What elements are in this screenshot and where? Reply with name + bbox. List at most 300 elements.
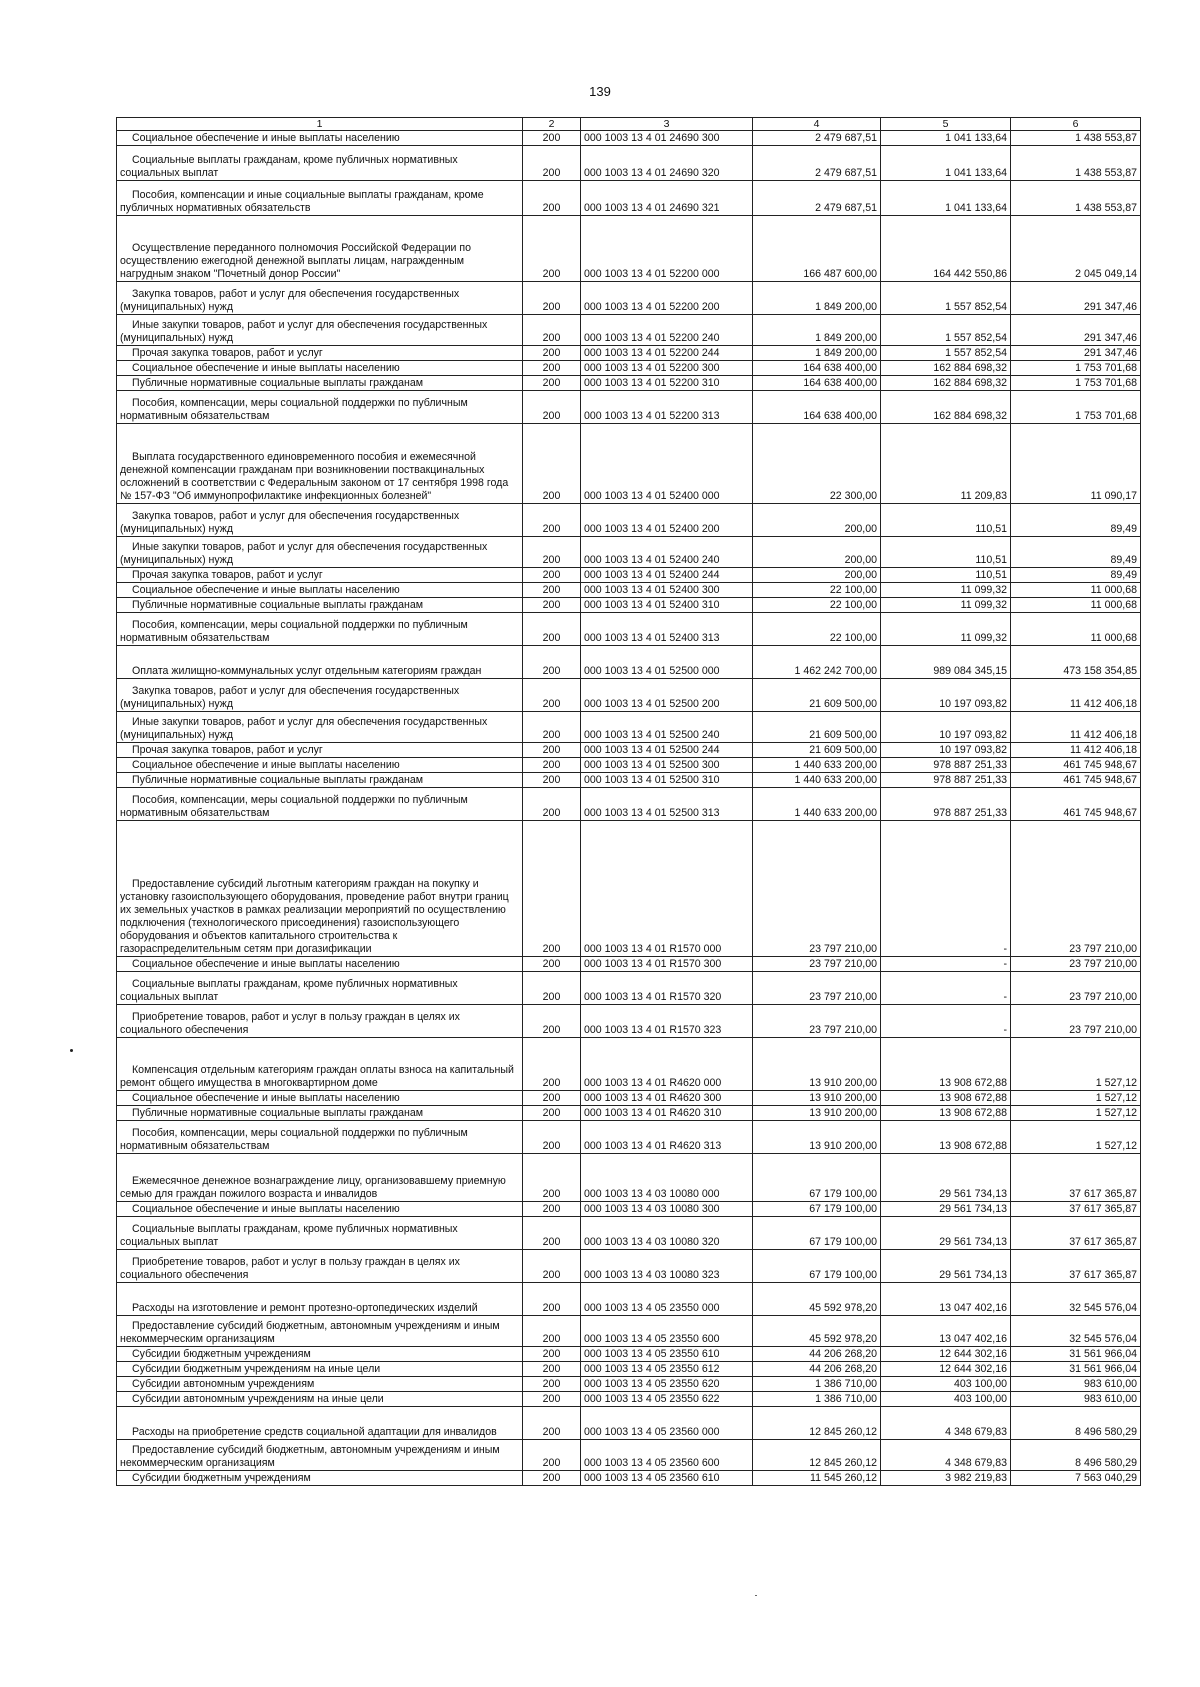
table-row [117, 131, 1141, 146]
scan-tick-mark [755, 1595, 757, 1596]
row-remaining-amount-cell: 1 527,12 [1011, 1106, 1141, 1121]
row-name-cell [117, 376, 523, 391]
row-approved-amount-cell: 13 910 200,00 [753, 1091, 881, 1106]
row-executed-amount-cell: - [881, 972, 1011, 1005]
row-budget-code-cell: 000 1003 13 4 05 23560 000 [581, 1407, 753, 1440]
row-approved-amount-cell: 45 592 978,20 [753, 1316, 881, 1347]
row-executed-amount-cell: 10 197 093,82 [881, 743, 1011, 758]
row-name-text: Приобретение товаров, работ и услуг в пользу граждан в целях их социального обеспечения [120, 1256, 460, 1281]
row-approved-amount-cell: 22 100,00 [753, 598, 881, 613]
row-name-text: Субсидии бюджетным учреждениям [132, 1472, 311, 1484]
row-admin-code-cell: 200 [523, 424, 581, 504]
row-executed-amount-cell: 13 908 672,88 [881, 1121, 1011, 1154]
row-approved-amount-cell: 200,00 [753, 504, 881, 537]
row-executed-amount-cell: 1 557 852,54 [881, 315, 1011, 346]
row-approved-amount-cell: 11 545 260,12 [753, 1471, 881, 1486]
row-name-text: Предоставление субсидий бюджетным, автономным учреждениям и иным некоммерческим организациям [120, 1320, 500, 1345]
row-name-cell [117, 346, 523, 361]
row-executed-amount-cell: 978 887 251,33 [881, 773, 1011, 788]
row-name-cell [117, 743, 523, 758]
row-budget-code-cell: 000 1003 13 4 01 52500 000 [581, 646, 753, 679]
row-executed-amount-cell: 11 099,32 [881, 598, 1011, 613]
row-name-text: Социальные выплаты гражданам, кроме публичных нормативных социальных выплат [120, 978, 458, 1003]
row-executed-amount-cell: 1 557 852,54 [881, 346, 1011, 361]
row-name-cell [117, 424, 523, 504]
row-remaining-amount-cell: 11 090,17 [1011, 424, 1141, 504]
row-name-cell [117, 1377, 523, 1392]
row-admin-code-cell: 200 [523, 743, 581, 758]
table-row [117, 1091, 1141, 1106]
row-approved-amount-cell: 1 440 633 200,00 [753, 788, 881, 821]
row-remaining-amount-cell: 37 617 365,87 [1011, 1217, 1141, 1250]
table-row [117, 361, 1141, 376]
table-row [117, 1217, 1141, 1250]
row-approved-amount-cell: 22 300,00 [753, 424, 881, 504]
table-row [117, 216, 1141, 282]
row-admin-code-cell: 200 [523, 957, 581, 972]
row-remaining-amount-cell: 37 617 365,87 [1011, 1154, 1141, 1202]
row-admin-code-cell: 200 [523, 216, 581, 282]
row-approved-amount-cell: 22 100,00 [753, 583, 881, 598]
table-row [117, 568, 1141, 583]
row-executed-amount-cell: 13 047 402,16 [881, 1283, 1011, 1316]
row-approved-amount-cell: 23 797 210,00 [753, 957, 881, 972]
row-name-cell [117, 758, 523, 773]
row-budget-code-cell: 000 1003 13 4 01 52500 240 [581, 712, 753, 743]
row-budget-code-cell: 000 1003 13 4 05 23550 610 [581, 1347, 753, 1362]
row-name-text: Иные закупки товаров, работ и услуг для обеспечения государственных (муниципальных) нужд [120, 319, 488, 344]
row-name-cell [117, 1106, 523, 1121]
row-admin-code-cell: 200 [523, 376, 581, 391]
row-budget-code-cell: 000 1003 13 4 01 52200 313 [581, 391, 753, 424]
table-row [117, 1038, 1141, 1091]
scan-dot-mark [70, 1049, 73, 1052]
row-admin-code-cell: 200 [523, 773, 581, 788]
row-name-cell [117, 1392, 523, 1407]
row-budget-code-cell: 000 1003 13 4 01 R1570 323 [581, 1005, 753, 1038]
table-row [117, 181, 1141, 216]
row-budget-code-cell: 000 1003 13 4 03 10080 000 [581, 1154, 753, 1202]
row-budget-code-cell: 000 1003 13 4 01 R4620 300 [581, 1091, 753, 1106]
row-budget-code-cell: 000 1003 13 4 01 52500 244 [581, 743, 753, 758]
row-approved-amount-cell: 1 386 710,00 [753, 1392, 881, 1407]
row-name-cell [117, 972, 523, 1005]
row-executed-amount-cell: - [881, 957, 1011, 972]
table-row [117, 583, 1141, 598]
row-executed-amount-cell: 1 041 133,64 [881, 146, 1011, 181]
row-budget-code-cell: 000 1003 13 4 01 52400 200 [581, 504, 753, 537]
row-approved-amount-cell: 1 462 242 700,00 [753, 646, 881, 679]
row-executed-amount-cell: 978 887 251,33 [881, 788, 1011, 821]
row-remaining-amount-cell: 32 545 576,04 [1011, 1283, 1141, 1316]
row-admin-code-cell: 200 [523, 1440, 581, 1471]
row-approved-amount-cell: 1 440 633 200,00 [753, 773, 881, 788]
table-row [117, 1154, 1141, 1202]
row-remaining-amount-cell: 461 745 948,67 [1011, 773, 1141, 788]
row-approved-amount-cell: 164 638 400,00 [753, 391, 881, 424]
row-name-text: Прочая закупка товаров, работ и услуг [132, 569, 323, 581]
row-approved-amount-cell: 1 849 200,00 [753, 346, 881, 361]
row-remaining-amount-cell: 291 347,46 [1011, 282, 1141, 315]
table-row [117, 1362, 1141, 1377]
row-name-cell [117, 679, 523, 712]
row-admin-code-cell: 200 [523, 1154, 581, 1202]
row-name-text: Пособия, компенсации, меры социальной поддержки по публичным нормативным обязательствам [120, 794, 468, 819]
row-remaining-amount-cell: 11 412 406,18 [1011, 712, 1141, 743]
row-name-cell [117, 1202, 523, 1217]
row-name-cell [117, 1250, 523, 1283]
row-admin-code-cell: 200 [523, 972, 581, 1005]
table-row [117, 957, 1141, 972]
row-executed-amount-cell: 29 561 734,13 [881, 1154, 1011, 1202]
row-name-text: Прочая закупка товаров, работ и услуг [132, 347, 323, 359]
row-executed-amount-cell: 110,51 [881, 537, 1011, 568]
row-approved-amount-cell: 13 910 200,00 [753, 1038, 881, 1091]
row-executed-amount-cell: 11 099,32 [881, 613, 1011, 646]
row-name-text: Пособия, компенсации, меры социальной поддержки по публичным нормативным обязательствам [120, 397, 468, 422]
row-approved-amount-cell: 1 386 710,00 [753, 1377, 881, 1392]
row-budget-code-cell: 000 1003 13 4 01 R4620 313 [581, 1121, 753, 1154]
row-remaining-amount-cell: 11 412 406,18 [1011, 743, 1141, 758]
row-admin-code-cell: 200 [523, 1005, 581, 1038]
row-executed-amount-cell: 162 884 698,32 [881, 361, 1011, 376]
row-approved-amount-cell: 67 179 100,00 [753, 1202, 881, 1217]
table-row [117, 146, 1141, 181]
table-row [117, 1202, 1141, 1217]
row-name-text: Субсидии автономным учреждениям на иные цели [132, 1393, 384, 1405]
row-admin-code-cell: 200 [523, 1316, 581, 1347]
row-remaining-amount-cell: 1 527,12 [1011, 1121, 1141, 1154]
row-executed-amount-cell: 13 908 672,88 [881, 1106, 1011, 1121]
row-remaining-amount-cell: 23 797 210,00 [1011, 972, 1141, 1005]
row-name-text: Публичные нормативные социальные выплаты гражданам [132, 377, 424, 389]
row-name-text: Социальные выплаты гражданам, кроме публичных нормативных социальных выплат [120, 154, 458, 179]
row-budget-code-cell: 000 1003 13 4 01 52200 240 [581, 315, 753, 346]
row-admin-code-cell: 200 [523, 346, 581, 361]
row-approved-amount-cell: 67 179 100,00 [753, 1250, 881, 1283]
row-budget-code-cell: 000 1003 13 4 05 23550 000 [581, 1283, 753, 1316]
row-name-text: Выплата государственного единовременного пособия и ежемесячной денежной компенсации гражданам при возникновении поствакцинальных осложнений в соответствии с Федеральным законом от 17 сентября 1998 года № 157-ФЗ "Об иммунопрофилактике инфекционных болезней" [120, 451, 509, 502]
row-admin-code-cell: 200 [523, 1347, 581, 1362]
row-admin-code-cell: 200 [523, 679, 581, 712]
row-executed-amount-cell: 989 084 345,15 [881, 646, 1011, 679]
row-name-text: Расходы на изготовление и ремонт протезно-ортопедических изделий [132, 1302, 478, 1314]
row-name-text: Социальное обеспечение и иные выплаты населению [132, 1092, 400, 1104]
row-executed-amount-cell: 978 887 251,33 [881, 758, 1011, 773]
row-name-text: Социальное обеспечение и иные выплаты населению [132, 759, 400, 771]
row-executed-amount-cell: 1 557 852,54 [881, 282, 1011, 315]
row-remaining-amount-cell: 23 797 210,00 [1011, 957, 1141, 972]
row-budget-code-cell: 000 1003 13 4 05 23550 600 [581, 1316, 753, 1347]
row-admin-code-cell: 200 [523, 1202, 581, 1217]
table-body [117, 131, 1141, 1486]
table-row [117, 504, 1141, 537]
row-remaining-amount-cell: 461 745 948,67 [1011, 758, 1141, 773]
row-remaining-amount-cell: 983 610,00 [1011, 1392, 1141, 1407]
row-budget-code-cell: 000 1003 13 4 03 10080 300 [581, 1202, 753, 1217]
row-name-text: Оплата жилищно-коммунальных услуг отдельным категориям граждан [132, 665, 482, 677]
row-remaining-amount-cell: 461 745 948,67 [1011, 788, 1141, 821]
table-row [117, 1392, 1141, 1407]
row-executed-amount-cell: - [881, 821, 1011, 957]
row-budget-code-cell: 000 1003 13 4 01 R1570 000 [581, 821, 753, 957]
row-approved-amount-cell: 12 845 260,12 [753, 1407, 881, 1440]
row-executed-amount-cell: 13 908 672,88 [881, 1038, 1011, 1091]
row-admin-code-cell: 200 [523, 282, 581, 315]
row-budget-code-cell: 000 1003 13 4 01 52200 310 [581, 376, 753, 391]
row-admin-code-cell: 200 [523, 1362, 581, 1377]
table-row [117, 1377, 1141, 1392]
row-executed-amount-cell: 110,51 [881, 568, 1011, 583]
row-remaining-amount-cell: 473 158 354,85 [1011, 646, 1141, 679]
table-row [117, 788, 1141, 821]
table-row [117, 1347, 1141, 1362]
row-name-text: Ежемесячное денежное вознаграждение лицу, организовавшему приемную семью для граждан пожилого возраста и инвалидов [120, 1175, 506, 1200]
row-name-text: Пособия, компенсации, меры социальной поддержки по публичным нормативным обязательствам [120, 619, 468, 644]
row-budget-code-cell: 000 1003 13 4 01 52200 000 [581, 216, 753, 282]
table-row [117, 598, 1141, 613]
table-row [117, 1440, 1141, 1471]
row-name-cell [117, 391, 523, 424]
row-executed-amount-cell: 13 047 402,16 [881, 1316, 1011, 1347]
row-budget-code-cell: 000 1003 13 4 01 52500 313 [581, 788, 753, 821]
row-name-text: Закупка товаров, работ и услуг для обеспечения государственных (муниципальных) нужд [120, 288, 460, 313]
table-row [117, 315, 1141, 346]
row-executed-amount-cell: 403 100,00 [881, 1377, 1011, 1392]
row-approved-amount-cell: 2 479 687,51 [753, 181, 881, 216]
row-budget-code-cell: 000 1003 13 4 05 23560 600 [581, 1440, 753, 1471]
table-header [117, 118, 1141, 131]
table-row [117, 346, 1141, 361]
table-row [117, 679, 1141, 712]
row-name-text: Пособия, компенсации, меры социальной поддержки по публичным нормативным обязательствам [120, 1127, 468, 1152]
row-executed-amount-cell: 12 644 302,16 [881, 1347, 1011, 1362]
row-name-text: Предоставление субсидий бюджетным, автономным учреждениям и иным некоммерческим организациям [120, 1444, 500, 1469]
row-budget-code-cell: 000 1003 13 4 01 52400 300 [581, 583, 753, 598]
row-remaining-amount-cell: 37 617 365,87 [1011, 1250, 1141, 1283]
row-remaining-amount-cell: 11 412 406,18 [1011, 679, 1141, 712]
table-row [117, 1316, 1141, 1347]
header-col-1: 1 [117, 118, 523, 131]
row-budget-code-cell: 000 1003 13 4 01 52200 300 [581, 361, 753, 376]
row-budget-code-cell: 000 1003 13 4 01 24690 320 [581, 146, 753, 181]
table-row [117, 1106, 1141, 1121]
row-admin-code-cell: 200 [523, 504, 581, 537]
table-header-row [117, 118, 1141, 131]
row-executed-amount-cell: 29 561 734,13 [881, 1217, 1011, 1250]
row-approved-amount-cell: 44 206 268,20 [753, 1362, 881, 1377]
row-budget-code-cell: 000 1003 13 4 01 24690 300 [581, 131, 753, 146]
table-row [117, 613, 1141, 646]
row-name-cell [117, 583, 523, 598]
row-executed-amount-cell: 162 884 698,32 [881, 391, 1011, 424]
row-executed-amount-cell: 10 197 093,82 [881, 712, 1011, 743]
row-approved-amount-cell: 13 910 200,00 [753, 1106, 881, 1121]
row-name-cell [117, 1091, 523, 1106]
row-budget-code-cell: 000 1003 13 4 05 23550 612 [581, 1362, 753, 1377]
row-executed-amount-cell: - [881, 1005, 1011, 1038]
row-approved-amount-cell: 67 179 100,00 [753, 1217, 881, 1250]
table-row [117, 1250, 1141, 1283]
row-executed-amount-cell: 1 041 133,64 [881, 131, 1011, 146]
row-approved-amount-cell: 21 609 500,00 [753, 712, 881, 743]
row-budget-code-cell: 000 1003 13 4 01 R1570 320 [581, 972, 753, 1005]
header-col-6: 6 [1011, 118, 1141, 131]
row-remaining-amount-cell: 31 561 966,04 [1011, 1362, 1141, 1377]
row-name-cell [117, 1283, 523, 1316]
row-name-text: Социальное обеспечение и иные выплаты населению [132, 362, 400, 374]
row-admin-code-cell: 200 [523, 146, 581, 181]
row-budget-code-cell: 000 1003 13 4 01 R4620 000 [581, 1038, 753, 1091]
table-row [117, 1283, 1141, 1316]
row-remaining-amount-cell: 1 527,12 [1011, 1038, 1141, 1091]
row-budget-code-cell: 000 1003 13 4 03 10080 320 [581, 1217, 753, 1250]
row-remaining-amount-cell: 11 000,68 [1011, 583, 1141, 598]
row-name-text: Социальное обеспечение и иные выплаты населению [132, 1203, 400, 1215]
row-remaining-amount-cell: 8 496 580,29 [1011, 1407, 1141, 1440]
row-name-cell [117, 646, 523, 679]
row-executed-amount-cell: 1 041 133,64 [881, 181, 1011, 216]
row-admin-code-cell: 200 [523, 537, 581, 568]
row-name-cell [117, 504, 523, 537]
row-admin-code-cell: 200 [523, 1038, 581, 1091]
row-admin-code-cell: 200 [523, 788, 581, 821]
row-name-text: Социальные выплаты гражданам, кроме публичных нормативных социальных выплат [120, 1223, 458, 1248]
row-budget-code-cell: 000 1003 13 4 01 52400 240 [581, 537, 753, 568]
row-approved-amount-cell: 2 479 687,51 [753, 146, 881, 181]
row-name-cell [117, 361, 523, 376]
row-name-text: Закупка товаров, работ и услуг для обеспечения государственных (муниципальных) нужд [120, 685, 460, 710]
row-name-text: Субсидии бюджетным учреждениям [132, 1348, 311, 1360]
row-name-cell [117, 1217, 523, 1250]
row-admin-code-cell: 200 [523, 1121, 581, 1154]
row-budget-code-cell: 000 1003 13 4 03 10080 323 [581, 1250, 753, 1283]
row-name-cell [117, 1347, 523, 1362]
row-name-text: Расходы на приобретение средств социальной адаптации для инвалидов [132, 1426, 497, 1438]
row-budget-code-cell: 000 1003 13 4 01 52400 000 [581, 424, 753, 504]
page-number: 139 [589, 84, 611, 99]
row-admin-code-cell: 200 [523, 568, 581, 583]
table-row [117, 391, 1141, 424]
row-executed-amount-cell: 164 442 550,86 [881, 216, 1011, 282]
row-remaining-amount-cell: 32 545 576,04 [1011, 1316, 1141, 1347]
row-remaining-amount-cell: 23 797 210,00 [1011, 1005, 1141, 1038]
row-admin-code-cell: 200 [523, 1283, 581, 1316]
row-remaining-amount-cell: 89,49 [1011, 537, 1141, 568]
row-admin-code-cell: 200 [523, 821, 581, 957]
row-name-text: Пособия, компенсации и иные социальные выплаты гражданам, кроме публичных нормативных обязательств [120, 189, 484, 214]
table-row [117, 1471, 1141, 1486]
header-col-3: 3 [581, 118, 753, 131]
row-name-text: Публичные нормативные социальные выплаты гражданам [132, 599, 424, 611]
row-executed-amount-cell: 29 561 734,13 [881, 1250, 1011, 1283]
row-name-cell [117, 282, 523, 315]
table-row [117, 537, 1141, 568]
row-admin-code-cell: 200 [523, 1392, 581, 1407]
row-executed-amount-cell: 4 348 679,83 [881, 1440, 1011, 1471]
table-row [117, 646, 1141, 679]
row-admin-code-cell: 200 [523, 131, 581, 146]
row-budget-code-cell: 000 1003 13 4 01 52400 310 [581, 598, 753, 613]
row-budget-code-cell: 000 1003 13 4 01 R4620 310 [581, 1106, 753, 1121]
row-name-text: Публичные нормативные социальные выплаты гражданам [132, 774, 424, 786]
row-name-cell [117, 613, 523, 646]
row-approved-amount-cell: 13 910 200,00 [753, 1121, 881, 1154]
row-approved-amount-cell: 12 845 260,12 [753, 1440, 881, 1471]
row-admin-code-cell: 200 [523, 391, 581, 424]
row-budget-code-cell: 000 1003 13 4 01 52400 244 [581, 568, 753, 583]
row-executed-amount-cell: 110,51 [881, 504, 1011, 537]
row-name-text: Предоставление субсидий льготным категориям граждан на покупку и установку газоиспользующего оборудования, проведение работ внутри границ их земельных участков в рамках реализации мероприятий по осуществлению подключения (технологического присоединения) газоиспользующего оборудования и объектов капитального строительства к газораспределительным сетям при догазификации [120, 878, 509, 955]
table-row [117, 424, 1141, 504]
row-budget-code-cell: 000 1003 13 4 01 52500 200 [581, 679, 753, 712]
row-name-cell [117, 1471, 523, 1486]
row-admin-code-cell: 200 [523, 1250, 581, 1283]
row-admin-code-cell: 200 [523, 1377, 581, 1392]
row-admin-code-cell: 200 [523, 181, 581, 216]
row-remaining-amount-cell: 11 000,68 [1011, 598, 1141, 613]
row-approved-amount-cell: 23 797 210,00 [753, 821, 881, 957]
row-name-text: Социальное обеспечение и иные выплаты населению [132, 584, 400, 596]
row-name-cell [117, 146, 523, 181]
row-approved-amount-cell: 200,00 [753, 537, 881, 568]
row-admin-code-cell: 200 [523, 361, 581, 376]
row-remaining-amount-cell: 7 563 040,29 [1011, 1471, 1141, 1486]
table-row [117, 282, 1141, 315]
row-name-cell [117, 568, 523, 583]
row-approved-amount-cell: 1 849 200,00 [753, 282, 881, 315]
row-remaining-amount-cell: 89,49 [1011, 568, 1141, 583]
row-budget-code-cell: 000 1003 13 4 05 23550 622 [581, 1392, 753, 1407]
row-remaining-amount-cell: 11 000,68 [1011, 613, 1141, 646]
row-approved-amount-cell: 164 638 400,00 [753, 376, 881, 391]
row-executed-amount-cell: 403 100,00 [881, 1392, 1011, 1407]
table-row [117, 743, 1141, 758]
row-name-cell [117, 315, 523, 346]
row-remaining-amount-cell: 31 561 966,04 [1011, 1347, 1141, 1362]
row-remaining-amount-cell: 1 753 701,68 [1011, 391, 1141, 424]
row-name-cell [117, 1362, 523, 1377]
table-row [117, 712, 1141, 743]
row-name-cell [117, 181, 523, 216]
row-remaining-amount-cell: 1 527,12 [1011, 1091, 1141, 1106]
row-budget-code-cell: 000 1003 13 4 05 23550 620 [581, 1377, 753, 1392]
row-executed-amount-cell: 13 908 672,88 [881, 1091, 1011, 1106]
row-executed-amount-cell: 11 209,83 [881, 424, 1011, 504]
row-remaining-amount-cell: 37 617 365,87 [1011, 1202, 1141, 1217]
row-executed-amount-cell: 162 884 698,32 [881, 376, 1011, 391]
row-approved-amount-cell: 45 592 978,20 [753, 1283, 881, 1316]
row-name-cell [117, 1316, 523, 1347]
row-approved-amount-cell: 2 479 687,51 [753, 131, 881, 146]
row-approved-amount-cell: 164 638 400,00 [753, 361, 881, 376]
row-executed-amount-cell: 29 561 734,13 [881, 1202, 1011, 1217]
row-name-text: Компенсация отдельным категориям граждан оплаты взноса на капитальный ремонт общего имущества в многоквартирном доме [120, 1064, 514, 1089]
table-row [117, 1407, 1141, 1440]
row-name-cell [117, 788, 523, 821]
row-name-cell [117, 1005, 523, 1038]
row-approved-amount-cell: 21 609 500,00 [753, 743, 881, 758]
row-remaining-amount-cell: 8 496 580,29 [1011, 1440, 1141, 1471]
row-executed-amount-cell: 12 644 302,16 [881, 1362, 1011, 1377]
row-approved-amount-cell: 44 206 268,20 [753, 1347, 881, 1362]
row-name-cell [117, 216, 523, 282]
row-admin-code-cell: 200 [523, 1091, 581, 1106]
row-executed-amount-cell: 10 197 093,82 [881, 679, 1011, 712]
row-admin-code-cell: 200 [523, 758, 581, 773]
row-remaining-amount-cell: 291 347,46 [1011, 315, 1141, 346]
row-remaining-amount-cell: 1 753 701,68 [1011, 376, 1141, 391]
